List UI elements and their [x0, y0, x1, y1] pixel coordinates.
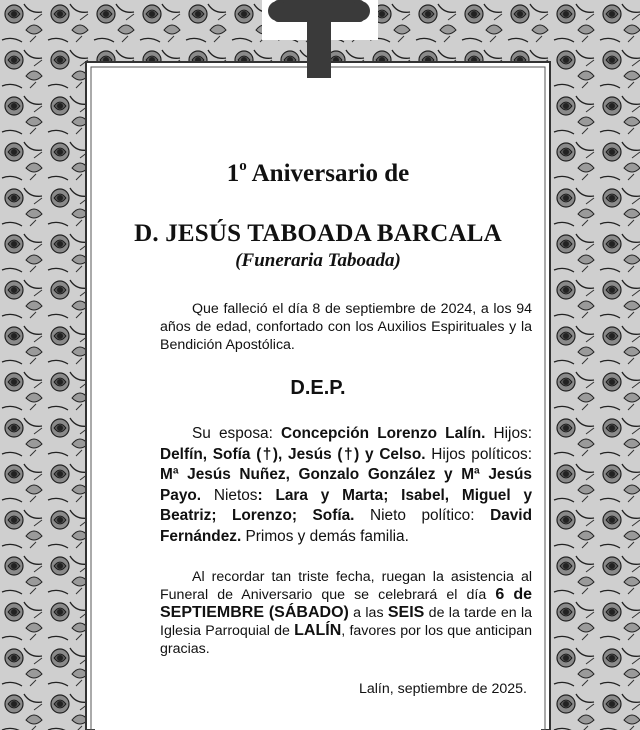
anniversary-title: 1$^o$ Aniversario de: [226, 158, 410, 187]
dep-heading: D.E.P.: [290, 377, 346, 399]
family-list: Su esposa: Concepción Lorenzo Lalín. Hijos: Delfín, Sofía (†), Jesús (†) y Celso. Hijos políticos: Mª Jesús Nuñez, Gonzalo González y Mª Jesús Payo. Nietos: Lara y Marta; Isabel, Miguel y Beatriz; Lorenzo; Sofía. Nieto político: David Fernández. Primos y demás familia.: [160, 425, 533, 545]
place-date: Lalín, septiembre de 2025.: [359, 681, 527, 697]
death-info: Que falleció el día 8 de septiembre de 2024, a los 94 años de edad, confortado con los Auxilios Espirituales y la Bendición Apostólica.: [160, 301, 532, 353]
funeral-info: Al recordar tan triste fecha, ruegan la asistencia al Funeral de Aniversario que se celebrará el día 6 de SEPTIEMBRE (SÁBADO) a las SEIS de la tarde en la Iglesia Parroquial de LALÍN, favores por los que anticipan gracias.: [160, 569, 532, 657]
deceased-name: D. JESÚS TABOADA BARCALA: [134, 220, 502, 247]
notice-panel: [95, 78, 541, 730]
funeral-home: (Funeraria Taboada): [235, 250, 401, 271]
